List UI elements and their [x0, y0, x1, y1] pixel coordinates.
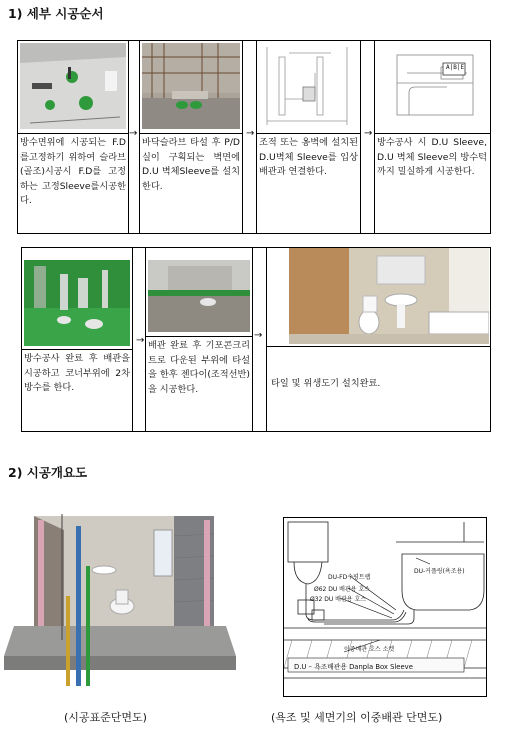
row1-cell-1: [18, 41, 129, 233]
row1-cell-3: [256, 41, 361, 233]
row2-photo-3: [289, 248, 489, 344]
label-hose-62: Ø62 DU 배관용 호스: [314, 586, 371, 593]
row2-photo-1: [24, 260, 130, 346]
row2-cell-3: [266, 248, 490, 431]
row1-cell-4: [374, 41, 490, 233]
row1-arrow-3: →: [364, 128, 373, 139]
row1-step3-text: 조적 또는 옹벽에 설치된 D.U벽체 Sleeve를 입상배관과 연결한다.: [259, 137, 358, 177]
row2-cell-1: [22, 248, 133, 431]
row2-step1-text: 방수공사 완료 후 배관을 시공하고 코너부위에 2차 방수를 한다.: [24, 353, 130, 393]
row2-step3-text: 타일 및 위생도기 설치완료.: [271, 378, 381, 389]
row1-photo-3: [259, 43, 358, 129]
label-coupling: DU-커플링(욕조용): [414, 568, 465, 575]
label-hose-32: Ø32 DU 배관용 호스: [310, 596, 367, 603]
row2-table: [21, 247, 491, 432]
row1-photo-4: [377, 43, 487, 129]
double-pipe-section-diagram: [283, 517, 487, 697]
label-socket: 이중배관 호스 소켓: [344, 646, 395, 653]
row1-photo4-label: A|B|E: [446, 64, 465, 71]
row1-arrow-1: →: [129, 128, 138, 139]
row2-arrow-2: →: [254, 330, 263, 341]
caption-double-pipe-section: (욕조 및 세면기의 이중배관 단면도): [271, 711, 443, 724]
row1-photo-1: [20, 43, 126, 129]
row1-cell-2: [139, 41, 243, 233]
row2-cell-2: [145, 248, 253, 431]
label-sleeve: D.U – 욕조배관용 Danpla Box Sleeve: [294, 663, 413, 671]
row1-arrow-2: →: [246, 128, 255, 139]
row1-step2-text: 바닥슬라브 타설 후 P/D실이 구획되는 벽면에 D.U 벽체Sleeve를 설치한다.: [142, 137, 240, 192]
row2-step2-text: 배관 완료 후 기포콘크리트로 다운된 부위에 타설을 한후 젠다이(조적선반)을 시공한다.: [148, 340, 250, 395]
standard-section-diagram: [4, 506, 236, 698]
label-fd-trap: DU-FD수평트랩: [328, 574, 371, 581]
row1-table: [17, 40, 491, 234]
section1-title: 1) 세부 시공순서: [8, 6, 104, 21]
row1-step4-text: 방수공사 시 D.U Sleeve, D.U 벽체 Sleeve의 방수턱까지 밀실하게 시공한다.: [377, 137, 487, 177]
row1-photo-2: [142, 43, 240, 129]
row2-arrow-1: →: [136, 335, 145, 346]
section2-title: 2) 시공개요도: [8, 465, 88, 480]
row1-step1-text: 방수면위에 시공되는 F.D를고정하기 위하여 슬라브(골조)시공시 F.D를 고정하는 고정Sleeve를시공한다.: [20, 137, 126, 206]
caption-standard-section: (시공표준단면도): [64, 711, 147, 724]
row2-photo-2: [148, 260, 250, 332]
